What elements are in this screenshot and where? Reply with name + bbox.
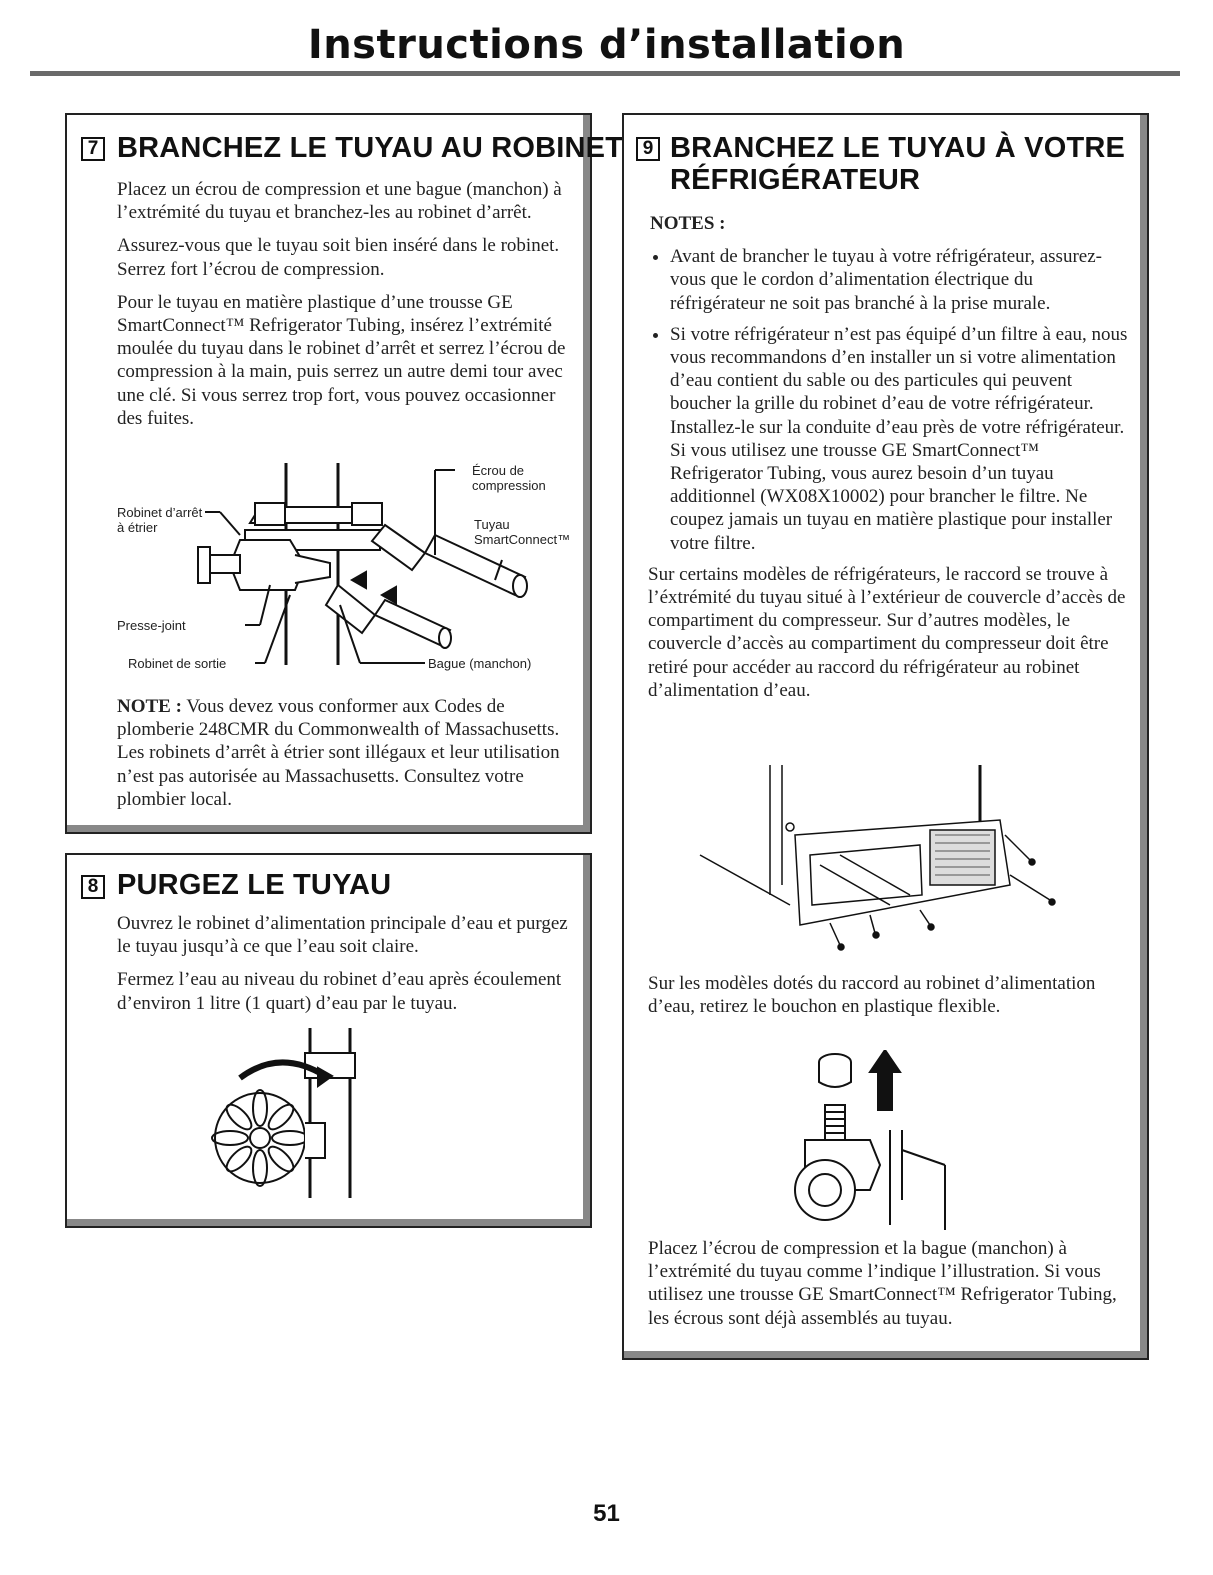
step-9-number: 9 xyxy=(636,137,660,161)
step-9-para-2: Sur les modèles dotés du raccord au robinet d’alimentation d’eau, retirez le bouchon en plastique flexible. xyxy=(648,973,1096,1018)
step-7-para-2: Assurez-vous que le tuyau soit bien inséré dans le robinet. Serrez fort l’écrou de compression. xyxy=(117,235,560,280)
label-robinet-sortie: Robinet de sortie xyxy=(128,656,227,671)
label-robinet-arret: Robinet d’arrêt à étrier xyxy=(117,505,203,535)
step-8-para-2: Fermez l’eau au niveau du robinet d’eau après écoulement d’environ 1 litre (1 quart) d’eau par le tuyau. xyxy=(117,969,562,1014)
label-ecrou-compression: Écrou de compression xyxy=(472,463,546,493)
step-8-body xyxy=(117,912,573,1025)
step-9-body xyxy=(648,212,1130,712)
title-rule xyxy=(30,71,1180,76)
step-9-para-2-block xyxy=(648,972,1130,1028)
notes-label: NOTES : xyxy=(650,213,726,234)
label-tuyau-smartconnect: Tuyau SmartConnect™ xyxy=(474,517,571,547)
compressor-cover-illustration xyxy=(690,765,1070,965)
step-9-heading: BRANCHEZ LE TUYAU À VOTRE RÉFRIGÉRATEUR xyxy=(670,132,1126,196)
step-7-number: 7 xyxy=(81,137,105,161)
notes-list xyxy=(648,245,1130,555)
note-bullet-1: • Avant de brancher le tuyau à votre réfrigérateur, assurez-vous que le cordon d’alimentation électrique du réfrigérateur ne soit pas branché à la prise murale. xyxy=(670,245,1130,315)
step-9-para-3-block xyxy=(648,1237,1130,1340)
step-8-para-1: Ouvrez le robinet d’alimentation principale d’eau et purgez le tuyau jusqu’à ce que l’eau soit claire. xyxy=(117,913,568,958)
note-text: Vous devez vous conformer aux Codes de plomberie 248CMR du Commonwealth of Massachusetts. Les robinets d’arrêt à étrier sont illégaux et leur utilisation n’est pas autorisée au Massachusetts. Consultez votre plombier local. xyxy=(117,696,560,810)
step-7-para-3: Pour le tuyau en matière plastique d’une trousse GE SmartConnect™ Refrigerator Tubing, insérez l’extrémité moulée du tuyau dans le robinet d’arrêt et serrez l’écrou de compression à la main, puis serrez un autre demi tour avec une clé. Si vous serrez trop fort, vous pouvez occasionner des fuites. xyxy=(117,291,566,429)
step-7-note xyxy=(117,695,573,821)
page-number: 51 xyxy=(593,1500,620,1527)
step-8-number: 8 xyxy=(81,875,105,899)
step-8-heading: PURGEZ LE TUYAU xyxy=(117,869,392,901)
page-title: Instructions d’installation xyxy=(307,22,906,68)
note-label: NOTE : xyxy=(117,696,182,717)
step-9-para-1: Sur certains modèles de réfrigérateurs, le raccord se trouve à l’éxtrémité du tuyau situé à l’extérieur de couvercle d’accès de compartiment du compresseur. Sur d’autres modèles, le couvercle d’accès au compartiment du compresseur doit être retiré pour accéder au raccord du réfrigérateur au robinet d’alimentation d’eau. xyxy=(648,563,1126,701)
step-7-heading: BRANCHEZ LE TUYAU AU ROBINET xyxy=(117,132,624,164)
label-bague: Bague (manchon) xyxy=(428,656,532,671)
step-9-para-3: Placez l’écrou de compression et la bague (manchon) à l’extrémité du tuyau comme l’indique l’illustration. Si vous utilisez une trousse GE SmartConnect™ Refrigerator Tubing, les écrous sont déjà assemblés au tuyau. xyxy=(648,1238,1117,1329)
note-bullet-2: • Si votre réfrigérateur n’est pas équipé d’un filtre à eau, nous vous recommandons d’en installer un si votre alimentation d’eau contient du sable ou des particules qui peuvent boucher la grille du robinet d’eau de votre réfrigérateur. Installez-le sur la conduite d’eau près de votre réfrigérateur. Si vous utilisez une trousse GE SmartConnect™ Refrigerator Tubing, vous aurez besoin d’un tuyau additionnel (WX08X10002) pour brancher le filtre. Ne coupez jamais un tuyau en matière plastique pour installer votre filtre. xyxy=(670,323,1130,555)
label-presse-joint: Presse-joint xyxy=(117,618,186,633)
main-water-valve-illustration xyxy=(200,1028,390,1208)
water-valve-cap-illustration xyxy=(790,1050,960,1230)
step-7-body xyxy=(117,178,573,440)
step-7-para-1: Placez un écrou de compression et une bague (manchon) à l’extrémité du tuyau et branchez-les au robinet d’arrêt. xyxy=(117,179,562,224)
